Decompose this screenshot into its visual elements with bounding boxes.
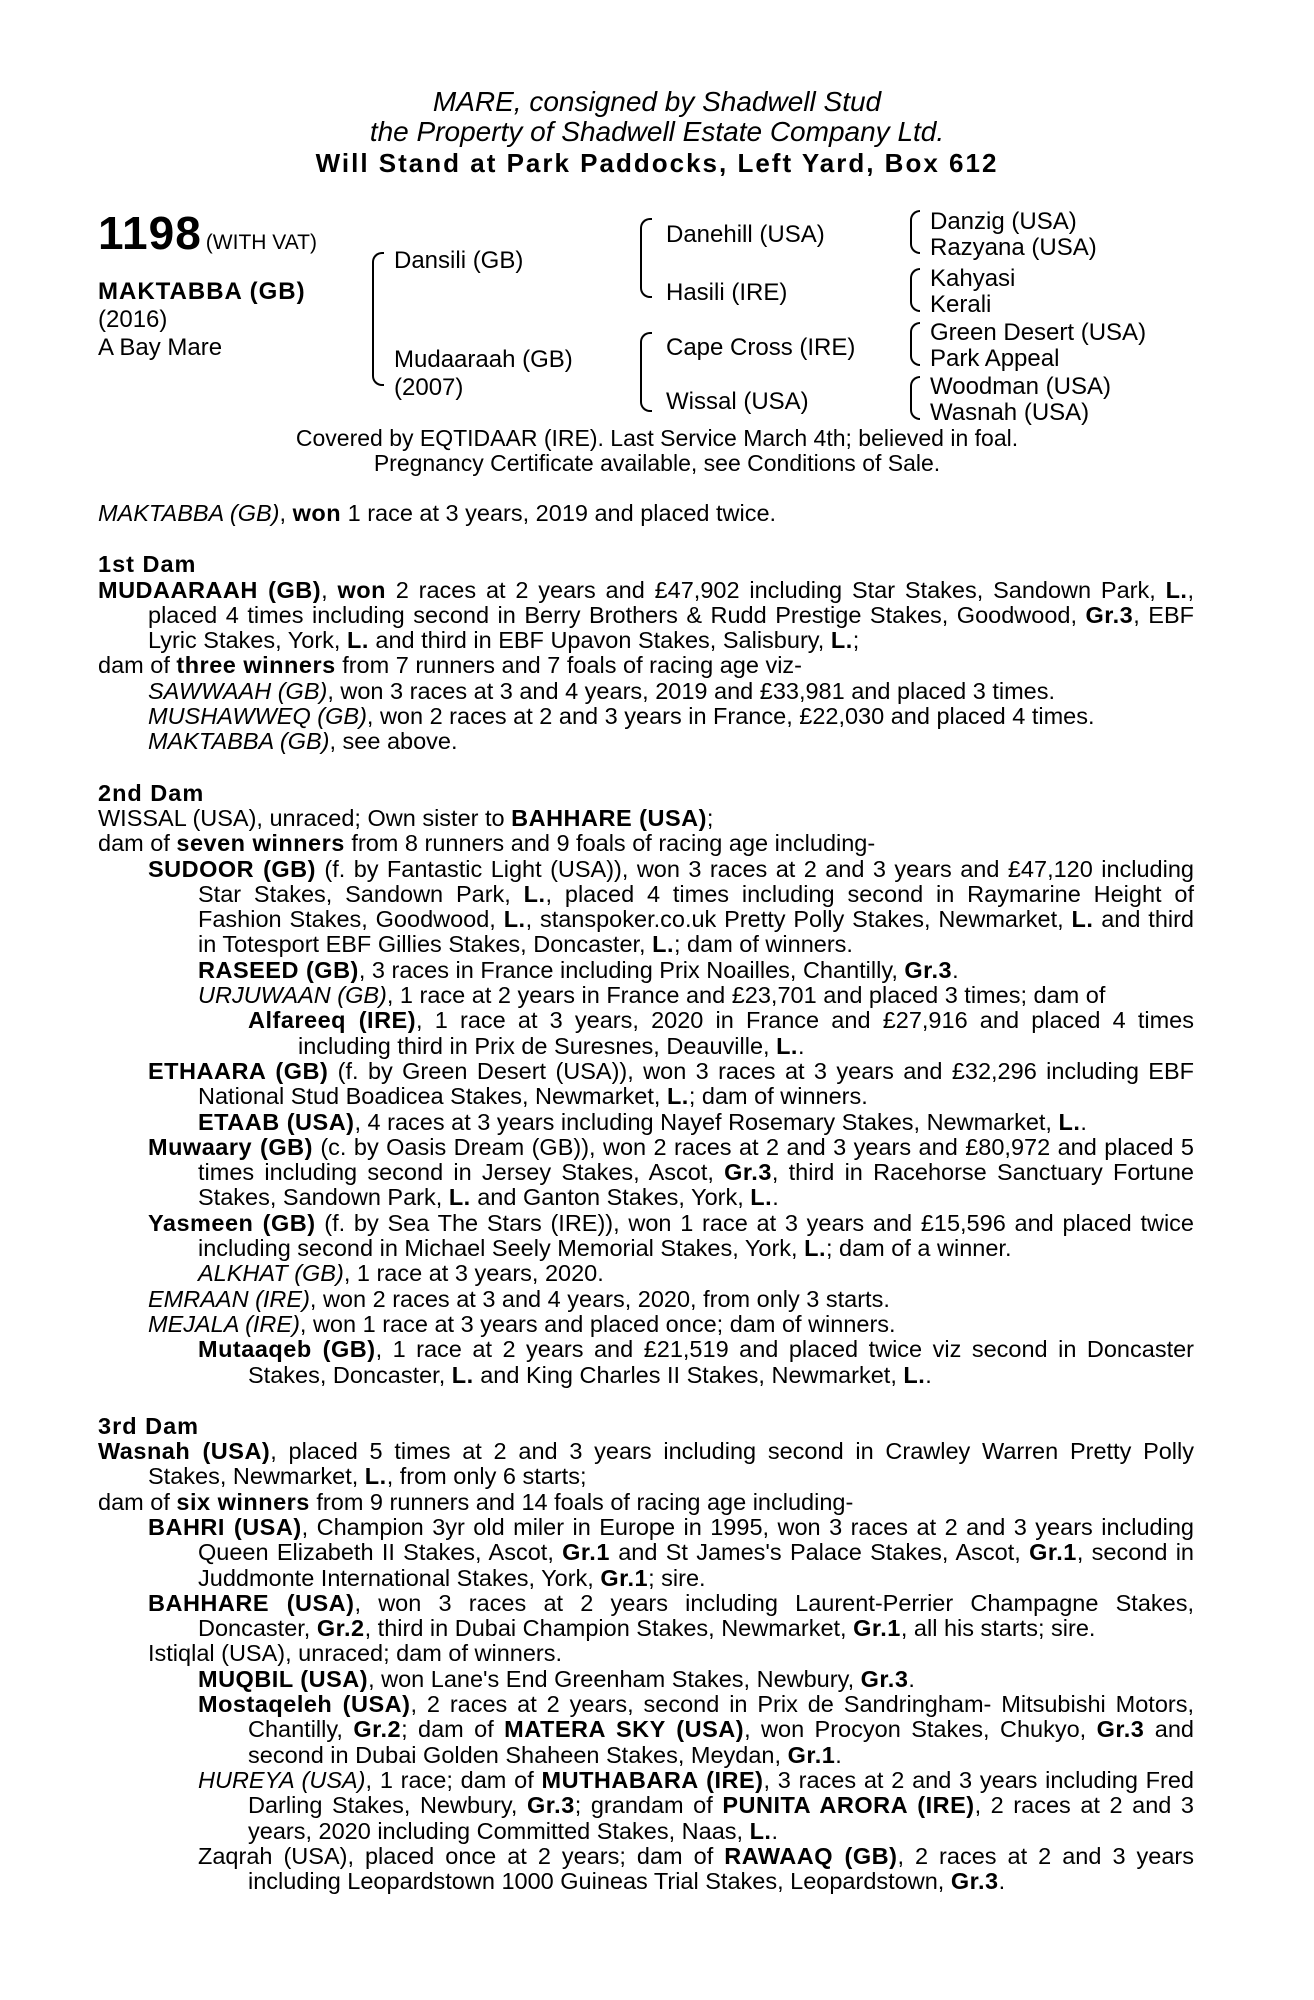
vat-label: (WITH VAT) — [205, 231, 317, 254]
first-dam-produce-summary: dam of three winners from 7 runners and 7 foals of racing age viz- — [98, 652, 802, 679]
ds-bracket — [910, 322, 920, 366]
produce-entry: BAHRI (USA), Champion 3yr old miler in Europe in 1995, won 3 races at 2 and 3 years including Queen Elizabeth II Stakes, Ascot, Gr.1 and St James's Palace Stakes, Ascot, Gr.1, second in Juddmonte International Stakes, York, Gr.1; sire. — [148, 1513, 1195, 1591]
pedigree-dsd: Park Appeal — [930, 345, 1060, 372]
catalogue-body — [98, 501, 1194, 1894]
produce-entry: ETHAARA (GB) (f. by Green Desert (USA)), won 3 races at 3 years and £32,296 including EBF National Stud Boadicea Stakes, Newmarket, L.; dam of winners. — [148, 1057, 1194, 1110]
third-dam-record: Wasnah (USA), placed 5 times at 2 and 3 years including second in Crawley Warren Pretty Polly Stakes, Newmarket, L., from only 6 starts; — [98, 1438, 1195, 1490]
produce-entry: Mostaqeleh (USA), 2 races at 2 years, second in Prix de Sandringham- Mitsubishi Motors, Chantilly, Gr.2; dam of MATERA SKY (USA), won Procyon Stakes, Chukyo, Gr.3 and second in Dubai Golden Shaheen Stakes, Meydan, Gr.1. — [198, 1691, 1194, 1768]
first-dam-heading: 1st Dam — [98, 551, 197, 578]
produce-entry: Istiqlal (USA), unraced; dam of winners. — [148, 1640, 563, 1667]
ss-bracket — [910, 210, 920, 254]
horse-description: A Bay Mare — [98, 334, 223, 361]
produce-entry: MEJALA (IRE), won 1 race at 3 years and placed once; dam of winners. — [148, 1310, 896, 1337]
produce-entry: ALKHAT (GB), 1 race at 3 years, 2020. — [198, 1260, 604, 1287]
produce-entry: MUSHAWWEQ (GB), won 2 races at 2 and 3 years in France, £22,030 and placed 4 times. — [148, 703, 1095, 730]
pedigree-dss: Green Desert (USA) — [930, 319, 1147, 346]
produce-entry: Muwaary (GB) (c. by Oasis Dream (GB)), won 2 races at 2 and 3 years and £80,972 and placed 5 times including second in Jersey Stakes, Ascot, Gr.3, third in Racehorse Sanctuary Fortune Stakes, Sandown Park, L. and Ganton Stakes, York, L.. — [148, 1133, 1194, 1211]
dd-bracket — [910, 376, 920, 420]
pedigree-dds: Woodman (USA) — [930, 373, 1111, 400]
pedigree-dam-sire: Cape Cross (IRE) — [666, 334, 856, 361]
produce-entry: Yasmeen (GB) (f. by Sea The Stars (IRE)), won 1 race at 3 years and £15,596 and placed twice including second in Michael Seely Memorial Stakes, York, L.; dam of a winner. — [148, 1209, 1194, 1262]
produce-entry: SUDOOR (GB) (f. by Fantastic Light (USA)), won 3 races at 2 and 3 years and £47,120 including Star Stakes, Sandown Park, L., placed 4 times including second in Raymarine Height of Fashion Stakes, Goodwood, L., stanspoker.co.uk Pretty Polly Stakes, Newmarket, L. and third in Totesport EBF Gillies Stakes, Doncaster, L.; dam of winners. — [148, 855, 1194, 958]
consignor-line: MARE, consigned by Shadwell Stud — [432, 86, 882, 117]
stand-location: Will Stand at Park Paddocks, Left Yard, Box 612 — [315, 148, 999, 178]
produce-entry: Mutaaqeb (GB), 1 race at 2 years and £21,519 and placed twice viz second in Doncaster Stakes, Doncaster, L. and King Charles II Stakes, Newmarket, L.. — [198, 1336, 1194, 1388]
horse-name: MAKTABBA (GB) — [98, 278, 306, 305]
horse-year: (2016) — [98, 306, 168, 333]
pedigree-sire-sire: Danehill (USA) — [666, 221, 825, 248]
third-dam-produce-summary: dam of six winners from 9 runners and 14 foals of racing age including- — [98, 1488, 854, 1515]
produce-entry: URJUWAAN (GB), 1 race at 2 years in France and £23,701 and placed 3 times; dam of — [198, 982, 1106, 1009]
horse-summary: MAKTABBA (GB), won 1 race at 3 years, 2019 and placed twice. — [98, 500, 777, 526]
second-dam-heading: 2nd Dam — [98, 779, 205, 806]
produce-entry: MAKTABBA (GB), see above. — [148, 728, 458, 755]
pedigree-dam-dam: Wissal (USA) — [666, 388, 809, 415]
first-dam-record: MUDAARAAH (GB), won 2 races at 2 years and £47,902 including Star Stakes, Sandown Park, L., placed 4 times including second in Berry Brothers & Rudd Prestige Stakes, Goodwood, Gr.3, EBF Lyric Stakes, York, L. and third in EBF Upavon Stakes, Salisbury, L.; — [98, 576, 1194, 654]
sd-bracket — [910, 268, 920, 312]
pedigree-sire: Dansili (GB) — [394, 247, 524, 274]
third-dam-heading: 3rd Dam — [98, 1412, 200, 1439]
pedigree-sire-dam: Hasili (IRE) — [666, 279, 788, 306]
pedigree-ddd: Wasnah (USA) — [930, 399, 1090, 426]
pedigree-sss: Danzig (USA) — [930, 208, 1077, 235]
produce-entry: ETAAB (USA), 4 races at 3 years including Nayef Rosemary Stakes, Newmarket, L.. — [198, 1108, 1087, 1135]
produce-entry: Zaqrah (USA), placed once at 2 years; dam of RAWAAQ (GB), 2 races at 2 and 3 years including Leopardstown 1000 Guineas Trial Stakes, Leopardstown, Gr.3. — [198, 1842, 1195, 1895]
produce-entry: Alfareeq (IRE), 1 race at 3 years, 2020 in France and £27,916 and placed 4 times including third in Prix de Suresnes, Deauville, L.. — [248, 1007, 1195, 1059]
pedigree-ssd: Razyana (USA) — [930, 234, 1097, 261]
sire-line-bracket — [640, 218, 652, 298]
dam-line-bracket — [640, 332, 652, 412]
produce-entry: MUQBIL (USA), won Lane's End Greenham Stakes, Newbury, Gr.3. — [198, 1665, 915, 1692]
pedigree-dam: Mudaaraah (GB) — [394, 346, 573, 373]
pedigree-sds: Kahyasi — [930, 265, 1016, 292]
produce-entry: EMRAAN (IRE), won 2 races at 3 and 4 years, 2020, from only 3 starts. — [148, 1285, 890, 1312]
pedigree-sdd: Kerali — [930, 291, 992, 318]
pedigree-dam-year: (2007) — [394, 374, 464, 401]
produce-entry: HUREYA (USA), 1 race; dam of MUTHABARA (IRE), 3 races at 2 and 3 years including Fred Darling Stakes, Newbury, Gr.3; grandam of PUNITA ARORA (IRE), 2 races at 2 and 3 years, 2020 including Committed Stakes, Naas, L.. — [198, 1766, 1194, 1844]
produce-entry: RASEED (GB), 3 races in France including Prix Noailles, Chantilly, Gr.3. — [198, 956, 959, 983]
produce-entry: BAHHARE (USA), won 3 races at 2 years including Laurent-Perrier Champagne Stakes, Doncaster, Gr.2, third in Dubai Champion Stakes, Newmarket, Gr.1, all his starts; sire. — [148, 1589, 1194, 1642]
sire-bracket — [372, 252, 384, 386]
property-line: the Property of Shadwell Estate Company Ltd. — [369, 116, 945, 147]
horse-info — [98, 278, 306, 362]
covered-line: Covered by EQTIDAAR (IRE). Last Service March 4th; believed in foal. — [295, 425, 1019, 451]
lot-number-value: 1198 — [98, 207, 202, 259]
pregnancy-line: Pregnancy Certificate available, see Conditions of Sale. — [373, 450, 941, 476]
second-dam-produce-summary: dam of seven winners from 8 runners and 9 foals of racing age including- — [98, 830, 876, 857]
second-dam-record: WISSAL (USA), unraced; Own sister to BAHHARE (USA); — [98, 804, 714, 831]
produce-entry: SAWWAAH (GB), won 3 races at 3 and 4 years, 2019 and £33,981 and placed 3 times. — [148, 677, 1056, 704]
lot-number — [98, 206, 317, 260]
